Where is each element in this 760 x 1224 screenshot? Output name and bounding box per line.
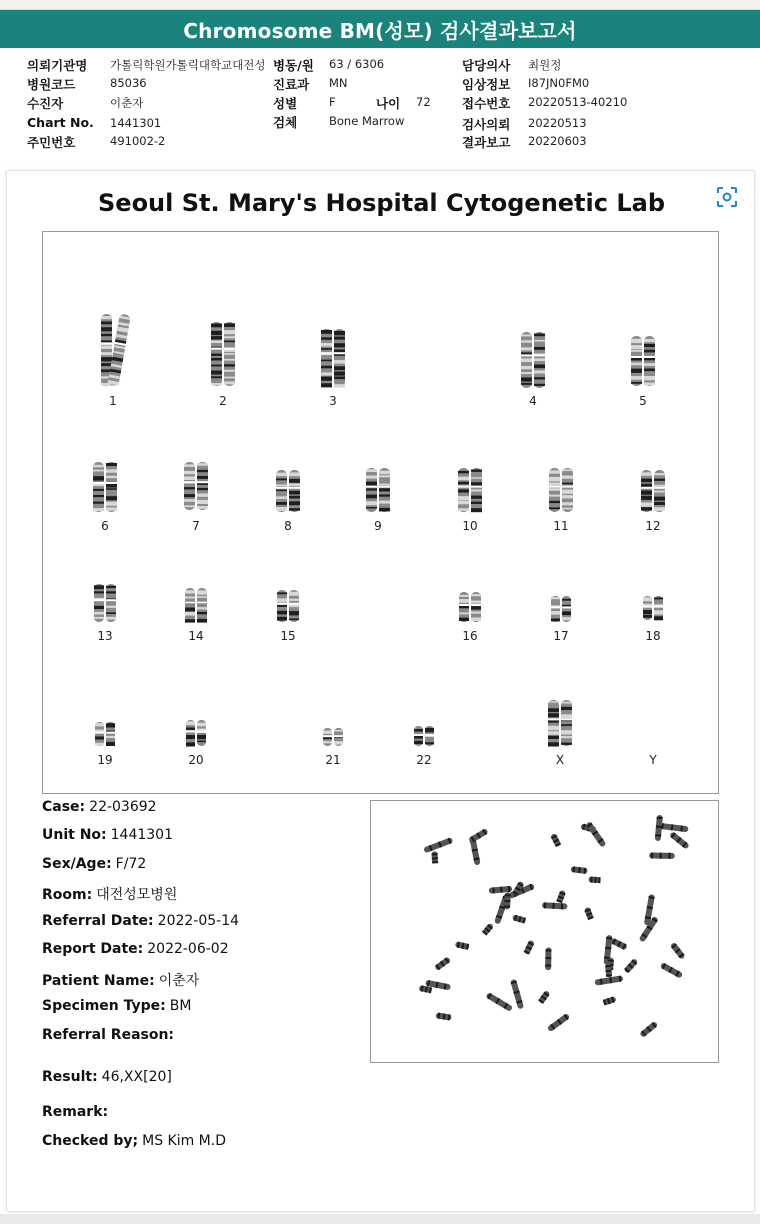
detail-key: Checked by; <box>42 1133 139 1149</box>
info-value-request-date: 20220513 <box>528 116 587 130</box>
chromosome-pair-image <box>503 330 563 390</box>
info-value-patient: 이춘자 <box>110 96 144 110</box>
detail-row <box>42 941 229 957</box>
chromosome-label: 10 <box>462 519 478 533</box>
detail-row <box>42 799 157 815</box>
info-label-resident-no: 주민번호 <box>27 135 76 150</box>
info-value-ward: 63 / 6306 <box>329 57 385 71</box>
detail-row <box>42 884 177 904</box>
info-label-patient: 수진자 <box>27 96 64 111</box>
detail-value: MS Kim M.D <box>142 1133 226 1149</box>
bottom-strip <box>0 1214 760 1224</box>
chromosome-label: 9 <box>374 519 382 533</box>
chromosome-label: 19 <box>97 753 113 767</box>
scan-frame-icon[interactable] <box>715 185 739 209</box>
info-label-specimen: 검체 <box>273 115 298 130</box>
chromosome-pair-image <box>166 460 226 512</box>
info-label-clinical-info: 임상정보 <box>462 77 511 92</box>
lab-title: Seoul St. Mary's Hospital Cytogenetic Lab <box>98 189 665 217</box>
chromosome-pair-image <box>613 334 673 388</box>
chromosome-label: 11 <box>553 519 569 533</box>
report-title-bar <box>0 10 760 48</box>
info-label-doctor: 담당의사 <box>462 58 511 73</box>
info-value-sex: F <box>329 95 336 109</box>
chromosome-pair-image <box>440 466 500 514</box>
detail-key: Unit No: <box>42 827 107 843</box>
detail-row <box>42 998 191 1014</box>
chromosome-label: 1 <box>109 394 117 408</box>
chromosome-pair-image <box>531 594 591 624</box>
chromosome-pair-image <box>531 466 591 514</box>
detail-key: Referral Reason: <box>42 1027 175 1043</box>
chromosome-pair-image <box>75 460 135 514</box>
chromosome-label: X <box>555 753 565 767</box>
info-value-doctor: 최원정 <box>528 58 562 72</box>
detail-value: 22-03692 <box>89 799 157 815</box>
chromosome-label: 18 <box>645 629 661 643</box>
detail-value: 대전성모병원 <box>96 887 178 903</box>
chromosome-pair-image <box>166 586 226 624</box>
chromosome-label: 22 <box>416 753 432 767</box>
karyogram-panel <box>42 231 719 794</box>
chromosome-pair-image <box>258 588 318 624</box>
chromosome-label: 16 <box>462 629 478 643</box>
info-value-resident-no: 491002-2 <box>110 134 166 148</box>
chromosome-pair-image <box>75 582 135 624</box>
chromosome-pair-image <box>303 327 363 389</box>
chromosome-pair-image <box>530 698 590 748</box>
detail-value: 1441301 <box>110 827 173 843</box>
detail-value: 2022-05-14 <box>157 913 240 929</box>
chromosome-pair-image <box>303 726 363 748</box>
detail-value: BM <box>169 998 192 1014</box>
info-label-hospital-code: 병원코드 <box>27 77 76 92</box>
chromosome-label: 20 <box>188 753 204 767</box>
chromosome-label: 17 <box>553 629 569 643</box>
detail-key: Report Date: <box>42 941 144 957</box>
detail-row <box>42 1069 172 1085</box>
chromosome-label: 5 <box>639 394 647 408</box>
info-value-receipt-no: 20220513-40210 <box>528 95 628 109</box>
report-card <box>6 170 755 1212</box>
chromosome-pair-image <box>258 468 318 514</box>
info-label-chart-no: Chart No. <box>27 115 94 130</box>
detail-value: F/72 <box>115 856 147 872</box>
chromosome-pair-image <box>83 312 143 388</box>
detail-row <box>42 1027 178 1043</box>
detail-key: Result: <box>42 1069 98 1085</box>
detail-key: Sex/Age: <box>42 856 112 872</box>
detail-value: 이춘자 <box>158 973 200 989</box>
info-value-chart-no: 1441301 <box>110 116 162 130</box>
info-label-ward: 병동/원 <box>273 58 314 73</box>
chromosome-label: 2 <box>219 394 227 408</box>
chromosome-label: 12 <box>645 519 661 533</box>
patient-info-grid <box>0 52 760 164</box>
report-title: Chromosome BM(성모) 검사결과보고서 <box>183 18 577 43</box>
chromosome-pair-image <box>166 718 226 748</box>
info-value-institution: 가톨릭학원가톨릭대학교대전성 <box>110 58 266 72</box>
detail-value: 46,XX[20] <box>101 1069 172 1085</box>
detail-row <box>42 913 239 929</box>
chromosome-pair-image <box>394 724 454 748</box>
chromosome-label: 6 <box>101 519 109 533</box>
chromosome-pair-image <box>348 466 408 514</box>
chromosome-label: 8 <box>284 519 292 533</box>
info-label-sex: 성별 <box>273 96 298 111</box>
detail-row <box>42 827 173 843</box>
top-strip <box>0 0 760 10</box>
info-value-age: 72 <box>416 95 431 109</box>
metaphase-image <box>370 800 719 1063</box>
info-label-receipt-no: 접수번호 <box>462 96 511 111</box>
info-value-result-date: 20220603 <box>528 134 587 148</box>
detail-key: Case: <box>42 799 86 815</box>
info-value-clinical-info: I87JN0FM0 <box>528 76 590 90</box>
detail-key: Room: <box>42 887 93 903</box>
chromosome-pair-image <box>75 720 135 748</box>
chromosome-label: 13 <box>97 629 113 643</box>
detail-key: Patient Name: <box>42 973 155 989</box>
chromosome-pair-image <box>623 468 683 514</box>
info-value-specimen: Bone Marrow <box>329 114 405 128</box>
detail-row <box>42 1133 226 1149</box>
info-label-age: 나이 <box>376 96 401 111</box>
chromosome-label: 7 <box>192 519 200 533</box>
chromosome-label: 14 <box>188 629 204 643</box>
detail-key: Remark: <box>42 1104 109 1120</box>
detail-key: Referral Date: <box>42 913 154 929</box>
chromosome-label: 3 <box>329 394 337 408</box>
info-value-department: MN <box>329 76 348 90</box>
detail-row <box>42 970 199 990</box>
info-label-institution: 의뢰기관명 <box>27 58 88 73</box>
detail-row <box>42 856 146 872</box>
detail-key: Specimen Type: <box>42 998 166 1014</box>
chromosome-pair-image <box>440 590 500 624</box>
detail-row <box>42 1104 112 1120</box>
info-label-request-date: 검사의뢰 <box>462 117 511 132</box>
info-label-department: 진료과 <box>273 77 310 92</box>
chromosome-pair-image <box>193 320 253 388</box>
chromosome-pair-image <box>623 594 683 622</box>
detail-value: 2022-06-02 <box>147 941 229 957</box>
chromosome-label: 15 <box>280 629 296 643</box>
info-label-result-date: 결과보고 <box>462 135 511 150</box>
info-value-hospital-code: 85036 <box>110 76 147 90</box>
chromosome-label: 4 <box>529 394 537 408</box>
chromosome-label: 21 <box>325 753 341 767</box>
chromosome-label: Y <box>649 753 657 767</box>
